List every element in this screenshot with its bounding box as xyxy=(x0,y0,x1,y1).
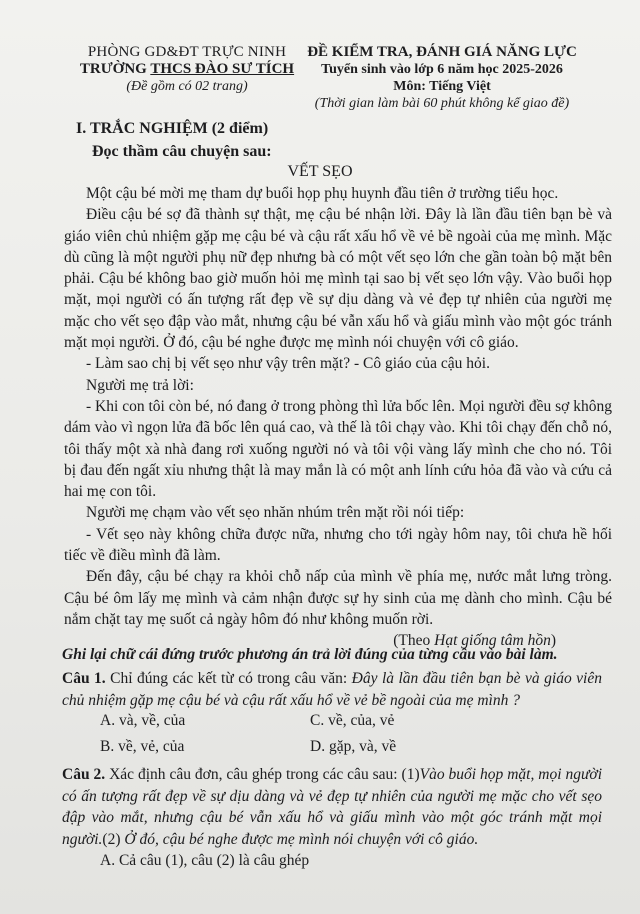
story-paragraph: Người mẹ chạm vào vết sẹo nhăn nhúm trên mặt rồi nói tiếp: xyxy=(86,504,465,522)
story-paragraph: Một cậu bé mời mẹ tham dự buổi họp phụ huynh đầu tiên ở trường tiểu học. xyxy=(86,185,559,202)
question-1-quote: Đây là lần đầu tiên bạn bè và giáo viên chủ nhiệm gặp mẹ cậu bé và cậu rất xấu hổ về vẻ bề ngoài của mẹ mình ? xyxy=(62,670,602,709)
question-2-quote-1: Vào buổi họp mặt, mọi người có ấn tượng rất đẹp về sự dịu dàng và vẻ đẹp tự nhiên của người mẹ mặc cho vết sẹo đập vào mắt, nhưng cậu bé vẫn xấu hổ và giấu mình vào một góc tránh mặt mọi người. xyxy=(62,766,603,848)
story-paragraph: - Làm sao chị bị vết sẹo như vậy trên mặt? - Cô giáo của cậu hỏi. xyxy=(86,355,490,373)
exam-title: ĐỀ KIỂM TRA, ĐÁNH GIÁ NĂNG LỰC xyxy=(307,44,577,60)
story-paragraph: Đến đây, cậu bé chạy ra khỏi chỗ nấp của mình về phía mẹ, nước mắt lưng tròng. Cậu bé ôm lấy mẹ mình và cảm nhận được sự hy sinh của mẹ dành cho mình. Cậu bé nắm chặt tay mẹ suốt cả ngày hôm đó như không muốn rời. xyxy=(64,568,612,628)
subject: Môn: Tiếng Việt xyxy=(393,79,491,94)
story-title: VẾT SẸO xyxy=(287,163,353,180)
pages-note: (Đề gồm có 02 trang) xyxy=(126,79,248,94)
section-heading: I. TRẮC NGHIỆM (2 điểm) xyxy=(76,120,269,137)
reading-instruction: Đọc thầm câu chuyện sau: xyxy=(92,143,272,160)
option-a: A. và, về, của xyxy=(100,712,186,729)
option-c: C. về, của, vẻ xyxy=(310,712,395,729)
answer-instruction: Ghi lại chữ cái đứng trước phương án trả lời đúng của từng câu vào bài làm. xyxy=(62,646,558,663)
story-paragraph: - Khi con tôi còn bé, nó đang ở trong phòng thì lửa bốc lên. Mọi người đều sợ không dám vào vì ngọn lửa đã bốc lên quá cao, và thế là tôi chạy vào. Khi tôi chạy đến chỗ nó, tôi thấy một xà nhà đang rơi xuống người nó và tôi vội vàng lấy mình che cho nó. Tôi bị đau đến ngất xỉu nhưng thật là may mắn là có một anh lính cứu hỏa đã vào và cứu cả hai mẹ con tôi. xyxy=(64,397,612,501)
option-b: B. về, vẻ, của xyxy=(100,738,185,755)
story-body xyxy=(64,183,612,652)
exam-subtitle: Tuyển sinh vào lớp 6 năm học 2025-2026 xyxy=(321,62,563,77)
story-source: (Theo Hạt giống tâm hồn) xyxy=(393,632,556,650)
time-note: (Thời gian làm bài 60 phút không kể giao đề) xyxy=(314,96,570,111)
story-paragraph: Điều cậu bé sợ đã thành sự thật, mẹ cậu bé nhận lời. Đây là lần đầu tiên bạn bè và giáo viên chủ nhiệm gặp mẹ cậu bé và cậu rất xấu hổ về vẻ bề ngoài của mẹ mình. Mặc dù cũng là một người phụ nữ đẹp nhưng bà có một vết sẹo lớn che gần toàn bộ mặt bên phải. Cậu bé không bao giờ muốn hỏi mẹ mình tại sao bị vết sẹo lớn vậy. Vào buổi họp mặt, mọi người có ấn tượng rất đẹp về sự dịu dàng và vẻ đẹp tự nhiên của người mẹ mặc cho vết sẹo đập vào mắt, nhưng cậu bé vẫn xấu hổ và giấu mình vào một góc tránh mặt mọi người. Ở đó, cậu bé nghe được mẹ mình nói chuyện với cô giáo. xyxy=(64,206,612,352)
question-2-label: Câu 2. xyxy=(62,766,106,783)
question-2-quote-2: Ở đó, cậu bé nghe được mẹ mình nói chuyện với cô giáo. xyxy=(124,830,479,848)
option-a: A. Cả câu (1), câu (2) là câu ghép xyxy=(100,852,310,869)
question-1-label: Câu 1. xyxy=(62,670,106,687)
question-1: Câu 1. Chỉ đúng các kết từ có trong câu văn: Đây là lần đầu tiên bạn bè và giáo viên chủ nhiệm gặp mẹ cậu bé và cậu rất xấu hổ về vẻ bề ngoài của mẹ mình ? xyxy=(62,670,602,709)
question-2: Câu 2. Xác định câu đơn, câu ghép trong các câu sau: (1)Vào buổi họp mặt, mọi người có ấn tượng rất đẹp về sự dịu dàng và vẻ đẹp tự nhiên của người mẹ mặc cho vết sẹo đập vào mắt, nhưng cậu bé vẫn xấu hổ và giấu mình vào một góc tránh mặt mọi người.(2) Ở đó, cậu bé nghe được mẹ mình nói chuyện với cô giáo. xyxy=(62,766,603,848)
school-name: TRƯỜNG THCS ĐÀO SƯ TÍCH xyxy=(79,61,295,77)
story-paragraph: - Vết sẹo này không chữa được nữa, nhưng cho tới ngày hôm nay, tôi chưa hề hối tiếc về điều mình đã làm. xyxy=(64,525,612,565)
department-name: PHÒNG GD&ĐT TRỰC NINH xyxy=(87,44,287,60)
option-d: D. gặp, và, về xyxy=(310,738,397,755)
story-paragraph: Người mẹ trả lời: xyxy=(86,376,194,394)
header-right xyxy=(262,44,622,112)
